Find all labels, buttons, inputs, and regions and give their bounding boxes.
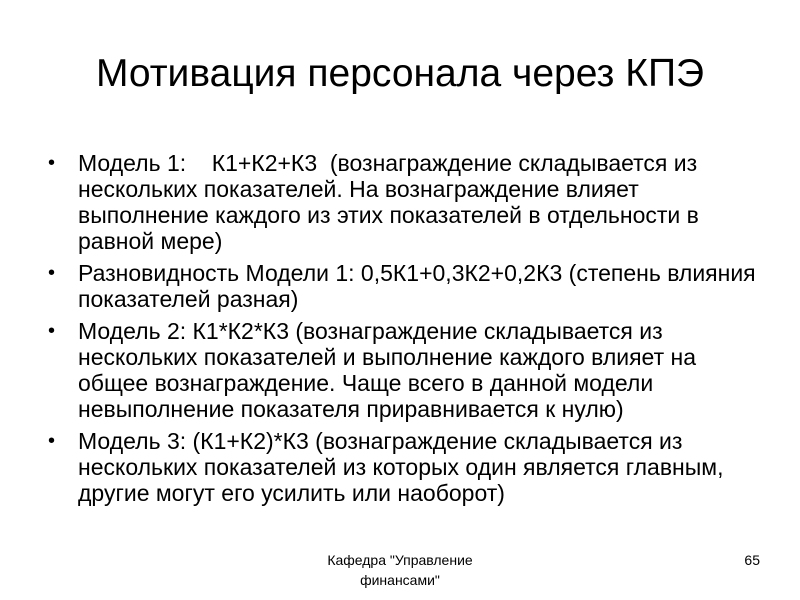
bullet-item — [48, 260, 760, 312]
bullet-text: Модель 2: К1*К2*К3 (вознаграждение складывается из нескольких показателей и выполнение каждого влияет на общее вознаграждение. Чаще всего в данной модели невыполнение показателя приравнивается к нулю) — [78, 318, 696, 422]
bullet-marker: • — [48, 152, 56, 174]
slide-footer — [280, 550, 520, 590]
bullet-item — [48, 150, 760, 254]
bullet-marker: • — [48, 262, 56, 284]
page-number: 65 — [744, 552, 760, 568]
bullet-item — [48, 428, 760, 506]
bullet-item — [48, 318, 760, 422]
bullet-marker: • — [48, 430, 56, 452]
footer-line: финансами" — [360, 572, 440, 588]
slide-title: Мотивация персонала через КПЭ — [95, 52, 705, 95]
footer-line: Кафедра "Управление — [327, 552, 473, 568]
bullet-list — [48, 150, 760, 512]
bullet-text: Модель 1: К1+К2+К3 (вознаграждение складывается из нескольких показателей. На вознаграждение влияет выполнение каждого из этих показателей в отдельности в равной мере) — [78, 150, 706, 254]
bullet-marker: • — [48, 320, 56, 342]
bullet-text: Разновидность Модели 1: 0,5К1+0,3К2+0,2К3 (степень влияния показателей разная) — [78, 260, 756, 312]
bullet-text: Модель 3: (К1+К2)*К3 (вознаграждение складывается из нескольких показателей из которых один является главным, другие могут его усилить или наоборот) — [78, 428, 724, 506]
